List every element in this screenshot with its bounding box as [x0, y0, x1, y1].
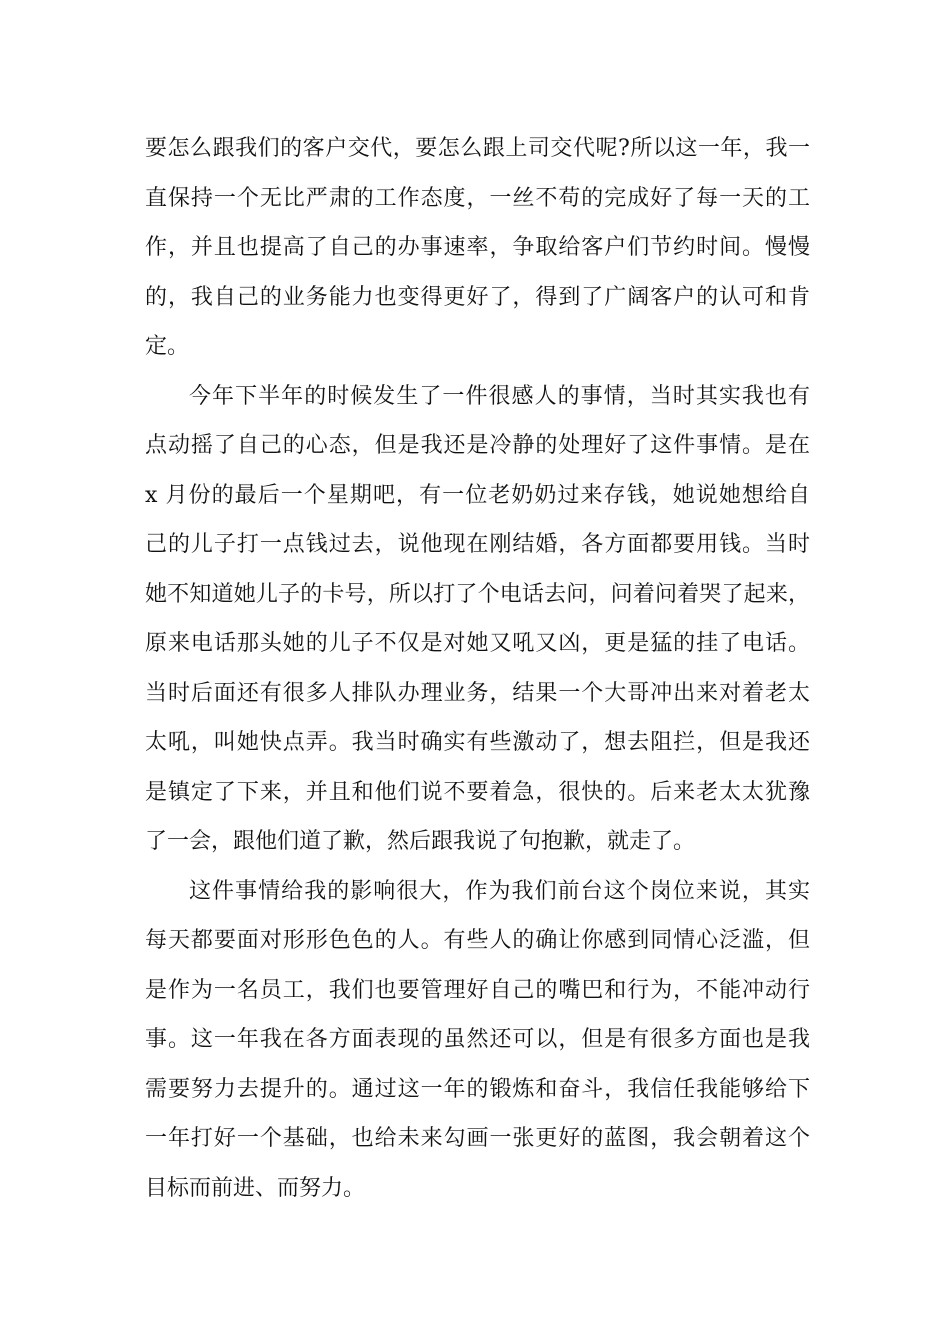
text-line: 己的儿子打一点钱过去，说他现在刚结婚，各方面都要用钱。当时: [145, 532, 810, 557]
text-line: 太吼，叫她快点弄。我当时确实有些激动了，想去阻拦，但是我还: [145, 730, 810, 755]
text-line: 了一会，跟他们道了歉，然后跟我说了句抱歉，就走了。: [145, 829, 696, 854]
text-line: 一年打好一个基础，也给未来勾画一张更好的蓝图，我会朝着这个: [145, 1126, 810, 1151]
text-line: 定。: [145, 334, 190, 359]
text-line: 事。这一年我在各方面表现的虽然还可以，但是有很多方面也是我: [145, 1027, 810, 1052]
text-line: 点动摇了自己的心态，但是我还是冷静的处理好了这件事情。是在: [145, 433, 810, 458]
text-line: 需要努力去提升的。通过这一年的锻炼和奋斗，我信任我能够给下: [145, 1076, 810, 1102]
text-line: 当时后面还有很多人排队办理业务，结果一个大哥冲出来对着老太: [145, 680, 810, 706]
text-line: 这件事情给我的影响很大，作为我们前台这个岗位来说，其实: [189, 878, 810, 904]
text-line: 她不知道她儿子的卡号，所以打了个电话去问，问着问着哭了起来，: [145, 581, 810, 607]
text-line: 是作为一名员工，我们也要管理好自己的嘴巴和行为，不能冲动行: [145, 977, 810, 1003]
text-line: 今年下半年的时候发生了一件很感人的事情，当时其实我也有: [189, 383, 810, 409]
text-line: 直保持一个无比严肃的工作态度，一丝不苟的完成好了每一天的工: [145, 185, 810, 211]
text-line: 作，并且也提高了自己的办事速率，争取给客户们节约时间。慢慢: [145, 235, 810, 260]
text-line: 的，我自己的业务能力也变得更好了，得到了广阔客户的认可和肯: [145, 284, 810, 310]
text-line: 每天都要面对形形色色的人。有些人的确让你感到同情心泛滥，但: [145, 928, 810, 953]
paragraph: [145, 372, 810, 867]
paragraph: [145, 124, 810, 372]
text-line: 原来电话那头她的儿子不仅是对她又吼又凶，更是猛的挂了电话。: [145, 631, 810, 656]
text-line: 是镇定了下来，并且和他们说不要着急，很快的。后来老太太犹豫: [145, 779, 810, 805]
document-body: [145, 124, 810, 1213]
paragraph: [145, 867, 810, 1214]
text-line: x 月份的最后一个星期吧，有一位老奶奶过来存钱，她说她想给自: [145, 482, 810, 508]
text-line: 目标而前进、而努力。: [145, 1175, 366, 1201]
text-line: 要怎么跟我们的客户交代，要怎么跟上司交代呢?所以这一年，我一: [145, 136, 810, 161]
